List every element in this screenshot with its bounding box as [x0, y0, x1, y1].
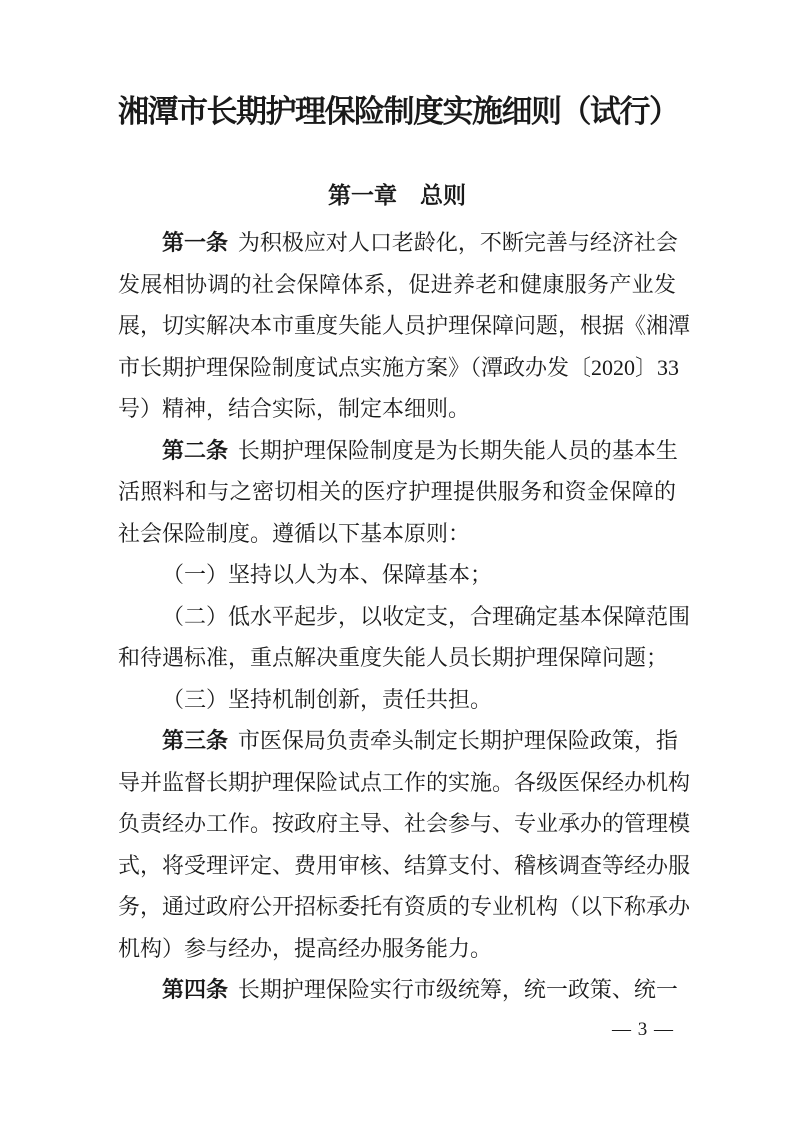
document-title: 湘潭市长期护理保险制度实施细则（试行） [118, 94, 679, 129]
text-line: 活照料和与之密切相关的医疗护理提供服务和资金保障的 [118, 479, 676, 504]
text-line: 市长期护理保险制度试点实施方案》（潭政办发〔2020〕33 [118, 354, 680, 380]
text-line: 第四条 长期护理保险实行市级统筹，统一政策、统一 [162, 977, 678, 1002]
paragraph [118, 679, 676, 721]
text-line: （二）低水平起步，以收定支，合理确定基本保障范围 [162, 603, 691, 629]
paragraph [118, 554, 676, 596]
text-line: 务，通过政府公开招标委托有资质的专业机构（以下称承办 [118, 894, 691, 919]
paragraph [118, 969, 676, 1011]
text-line: 第三条 市医保局负责牵头制定长期护理保险政策，指 [162, 728, 678, 753]
text-line: 社会保险制度。遵循以下基本原则： [118, 520, 471, 546]
article-label: 第二条 [162, 437, 229, 463]
text-line: 和待遇标准，重点解决重度失能人员长期护理保障问题； [118, 645, 669, 670]
text-line: 机构）参与经办，提高经办服务能力。 [118, 935, 493, 961]
paragraph [118, 720, 691, 969]
paragraph [118, 596, 691, 679]
text-line: （一）坚持以人为本、保障基本； [162, 562, 493, 587]
document-body [118, 222, 691, 1011]
text-line: 式，将受理评定、费用审核、结算支付、稽核调查等经办服 [118, 852, 691, 878]
text-line: 第二条 长期护理保险制度是为长期失能人员的基本生 [162, 437, 678, 463]
page-number: — 3 — [612, 1019, 674, 1040]
article-label: 第一条 [162, 230, 229, 255]
text-line: 发展相协调的社会保障体系，促进养老和健康服务产业发 [118, 271, 676, 297]
chapter-heading: 第一章 总则 [328, 183, 466, 208]
text-line: 负责经办工作。按政府主导、社会参与、专业承办的管理模 [118, 811, 691, 836]
paragraph [118, 430, 676, 555]
article-label: 第四条 [162, 977, 229, 1002]
text-line: 展，切实解决本市重度失能人员护理保障问题，根据《湘潭 [118, 313, 691, 338]
text-line: 第一条 为积极应对人口老龄化，不断完善与经济社会 [162, 230, 678, 255]
text-line: 号）精神，结合实际，制定本细则。 [118, 396, 471, 421]
text-line: （三）坚持机制创新，责任共担。 [162, 686, 493, 712]
article-label: 第三条 [162, 728, 229, 753]
paragraph [118, 222, 691, 430]
text-line: 导并监督长期护理保险试点工作的实施。各级医保经办机构 [118, 769, 691, 795]
